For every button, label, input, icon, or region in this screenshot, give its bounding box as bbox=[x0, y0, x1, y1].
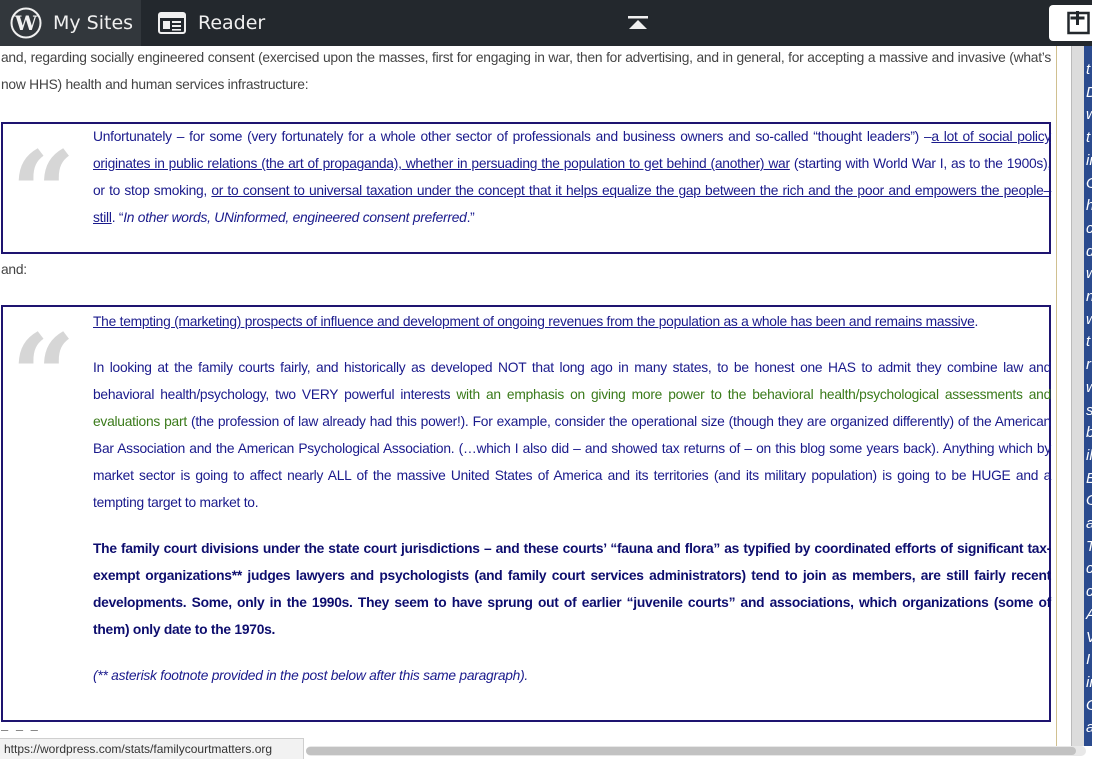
sidebar-letter: w bbox=[1086, 106, 1097, 124]
quote1-text-3: . “ bbox=[111, 210, 124, 225]
sidebar-letter: r bbox=[1086, 356, 1091, 374]
sidebar-letter: c bbox=[1086, 219, 1094, 237]
admin-bar bbox=[0, 0, 1092, 46]
quote2-p2-a: In looking at the family courts fairly, and historically as developed NOT that long ago in many states, to be honest one HAS to admit they combine law and behavioral health/psychology, two VERY powerful interests bbox=[93, 360, 1051, 402]
sidebar-letter: A bbox=[1086, 605, 1097, 623]
sidebar-letter: ir bbox=[1086, 673, 1095, 691]
sidebar-letter: I bbox=[1086, 651, 1091, 669]
sidebar-letter: b bbox=[1086, 424, 1095, 442]
quote1-text-1: Unfortunately – for some (very fortunately for a whole other sector of professionals and business owners and so-called “thought leaders”) – bbox=[93, 129, 932, 144]
sidebar-rule bbox=[1056, 46, 1057, 746]
sidebar-letter: a bbox=[1086, 515, 1095, 532]
scroll-to-top-icon bbox=[627, 15, 649, 31]
write-button[interactable] bbox=[1049, 5, 1109, 41]
sidebar-letter: w bbox=[1086, 378, 1097, 396]
sidebar-letter: w bbox=[1086, 265, 1097, 283]
sidebar-letter: t bbox=[1086, 61, 1091, 78]
sidebar-letter: G bbox=[1086, 492, 1098, 510]
blockquote-1-text bbox=[93, 123, 1051, 250]
sidebar-letter: c bbox=[1086, 583, 1094, 601]
quote-mark-icon: “ bbox=[11, 311, 76, 442]
sidebar-letter: a bbox=[1086, 719, 1095, 737]
sidebar-letter: G bbox=[1086, 696, 1098, 714]
quote2-p2-b: (the profession of law already had this power!). For example, consider the operational size (though they are organized differently) of the American Bar Association and the American Psychological Association. (…which I also did – and showed tax returns of – on this blog some years back). Anything which by market sector is going to affect nearly ALL of the massive United States of America and its territories (and its military population) is going to be HUGE and a tempting target to market to. bbox=[93, 414, 1051, 510]
reader-icon bbox=[158, 12, 186, 34]
quote1-italic: In other words, UNinformed, engineered consent preferred bbox=[123, 210, 467, 225]
sidebar-letter: E bbox=[1086, 469, 1097, 487]
sidebar-letter: s bbox=[1086, 401, 1094, 419]
and-label: and: bbox=[1, 262, 27, 277]
horizontal-scrollbar[interactable] bbox=[306, 746, 1086, 756]
reader-button[interactable] bbox=[158, 0, 288, 46]
sidebar-letter: G bbox=[1086, 174, 1098, 192]
sidebar-letter: ir bbox=[1086, 151, 1095, 169]
reader-label: Reader bbox=[198, 12, 266, 34]
quote-mark-icon: “ bbox=[11, 128, 76, 259]
horizontal-scrollbar-thumb[interactable] bbox=[306, 747, 1076, 755]
sidebar-letter: d bbox=[1086, 242, 1095, 260]
quote1-text-2: (starting with World War I, as to the 1900s), or to stop smoking, bbox=[93, 156, 1051, 198]
sidebar-letter: c bbox=[1086, 560, 1094, 578]
quote1-text-4: .” bbox=[466, 210, 475, 225]
my-sites-label: My Sites bbox=[53, 12, 134, 34]
svg-text:W: W bbox=[14, 11, 38, 35]
separator-dashes: – – – bbox=[1, 722, 40, 737]
blockquote-2-text bbox=[93, 308, 1051, 708]
sidebar-letter: T bbox=[1086, 537, 1096, 555]
new-post-icon bbox=[1067, 10, 1093, 36]
quote2-p1-end: . bbox=[974, 314, 979, 329]
quote2-p2-green: with an emphasis on giving more power to the behavioral health/psychological assessments and evaluations part bbox=[93, 387, 1051, 429]
quote2-link-marketing[interactable]: The tempting (marketing) prospects of influence and development of ongoing revenues from the population as a whole has been and remains massive bbox=[93, 314, 975, 329]
quote2-p3-bold: The family court divisions under the state court jurisdictions – and these courts’ “fauna and flora” as typified by coordinated efforts of significant tax-exempt organizations** judges lawyers and psychologists (and family court services administrators) tend to join as members, are still fairly recent developments. Some, only in the 1990s. They seem to have sprung out of earlier “juvenile courts” and associations, which organizations (some of them) only date to the 1970s. bbox=[93, 541, 1051, 637]
quote1-link-propaganda[interactable]: a lot of social policy originates in public relations (the art of propaganda), whether in persuading the population to get behind (another) war bbox=[93, 129, 1051, 171]
blockquote-1 bbox=[1, 122, 1051, 259]
my-sites-button[interactable] bbox=[0, 0, 141, 46]
sidebar-letter: w bbox=[1086, 310, 1097, 328]
sidebar-letter: V bbox=[1086, 628, 1097, 646]
sidebar-letter: t bbox=[1086, 333, 1091, 351]
sidebar-letter: n bbox=[1086, 288, 1095, 305]
wordpress-logo-icon bbox=[10, 7, 42, 39]
sidebar-letter: t bbox=[1086, 129, 1091, 147]
sidebar-letter: h bbox=[1086, 197, 1095, 215]
sidebar-letter: il bbox=[1086, 446, 1093, 464]
quote2-footnote: (** asterisk footnote provided in the post below after this same paragraph). bbox=[93, 668, 529, 683]
status-bar-url: https://wordpress.com/stats/familycourtmatters.org bbox=[0, 738, 304, 759]
sidebar-letter: D bbox=[1086, 83, 1097, 101]
quote1-link-taxation[interactable]: or to consent to universal taxation under the concept that it helps equalize the gap between the rich and the poor and empowers the people– still bbox=[93, 183, 1051, 225]
post-content bbox=[0, 46, 1058, 746]
scroll-to-top-button[interactable] bbox=[626, 0, 650, 46]
intro-paragraph: and, regarding socially engineered consent (exercised upon the masses, first for engaging in war, then for advertising, and in general, for accepting a massive and invasive (what’s now HHS) health and human services infrastructure: bbox=[1, 50, 1051, 92]
blockquote-2 bbox=[1, 305, 1051, 722]
